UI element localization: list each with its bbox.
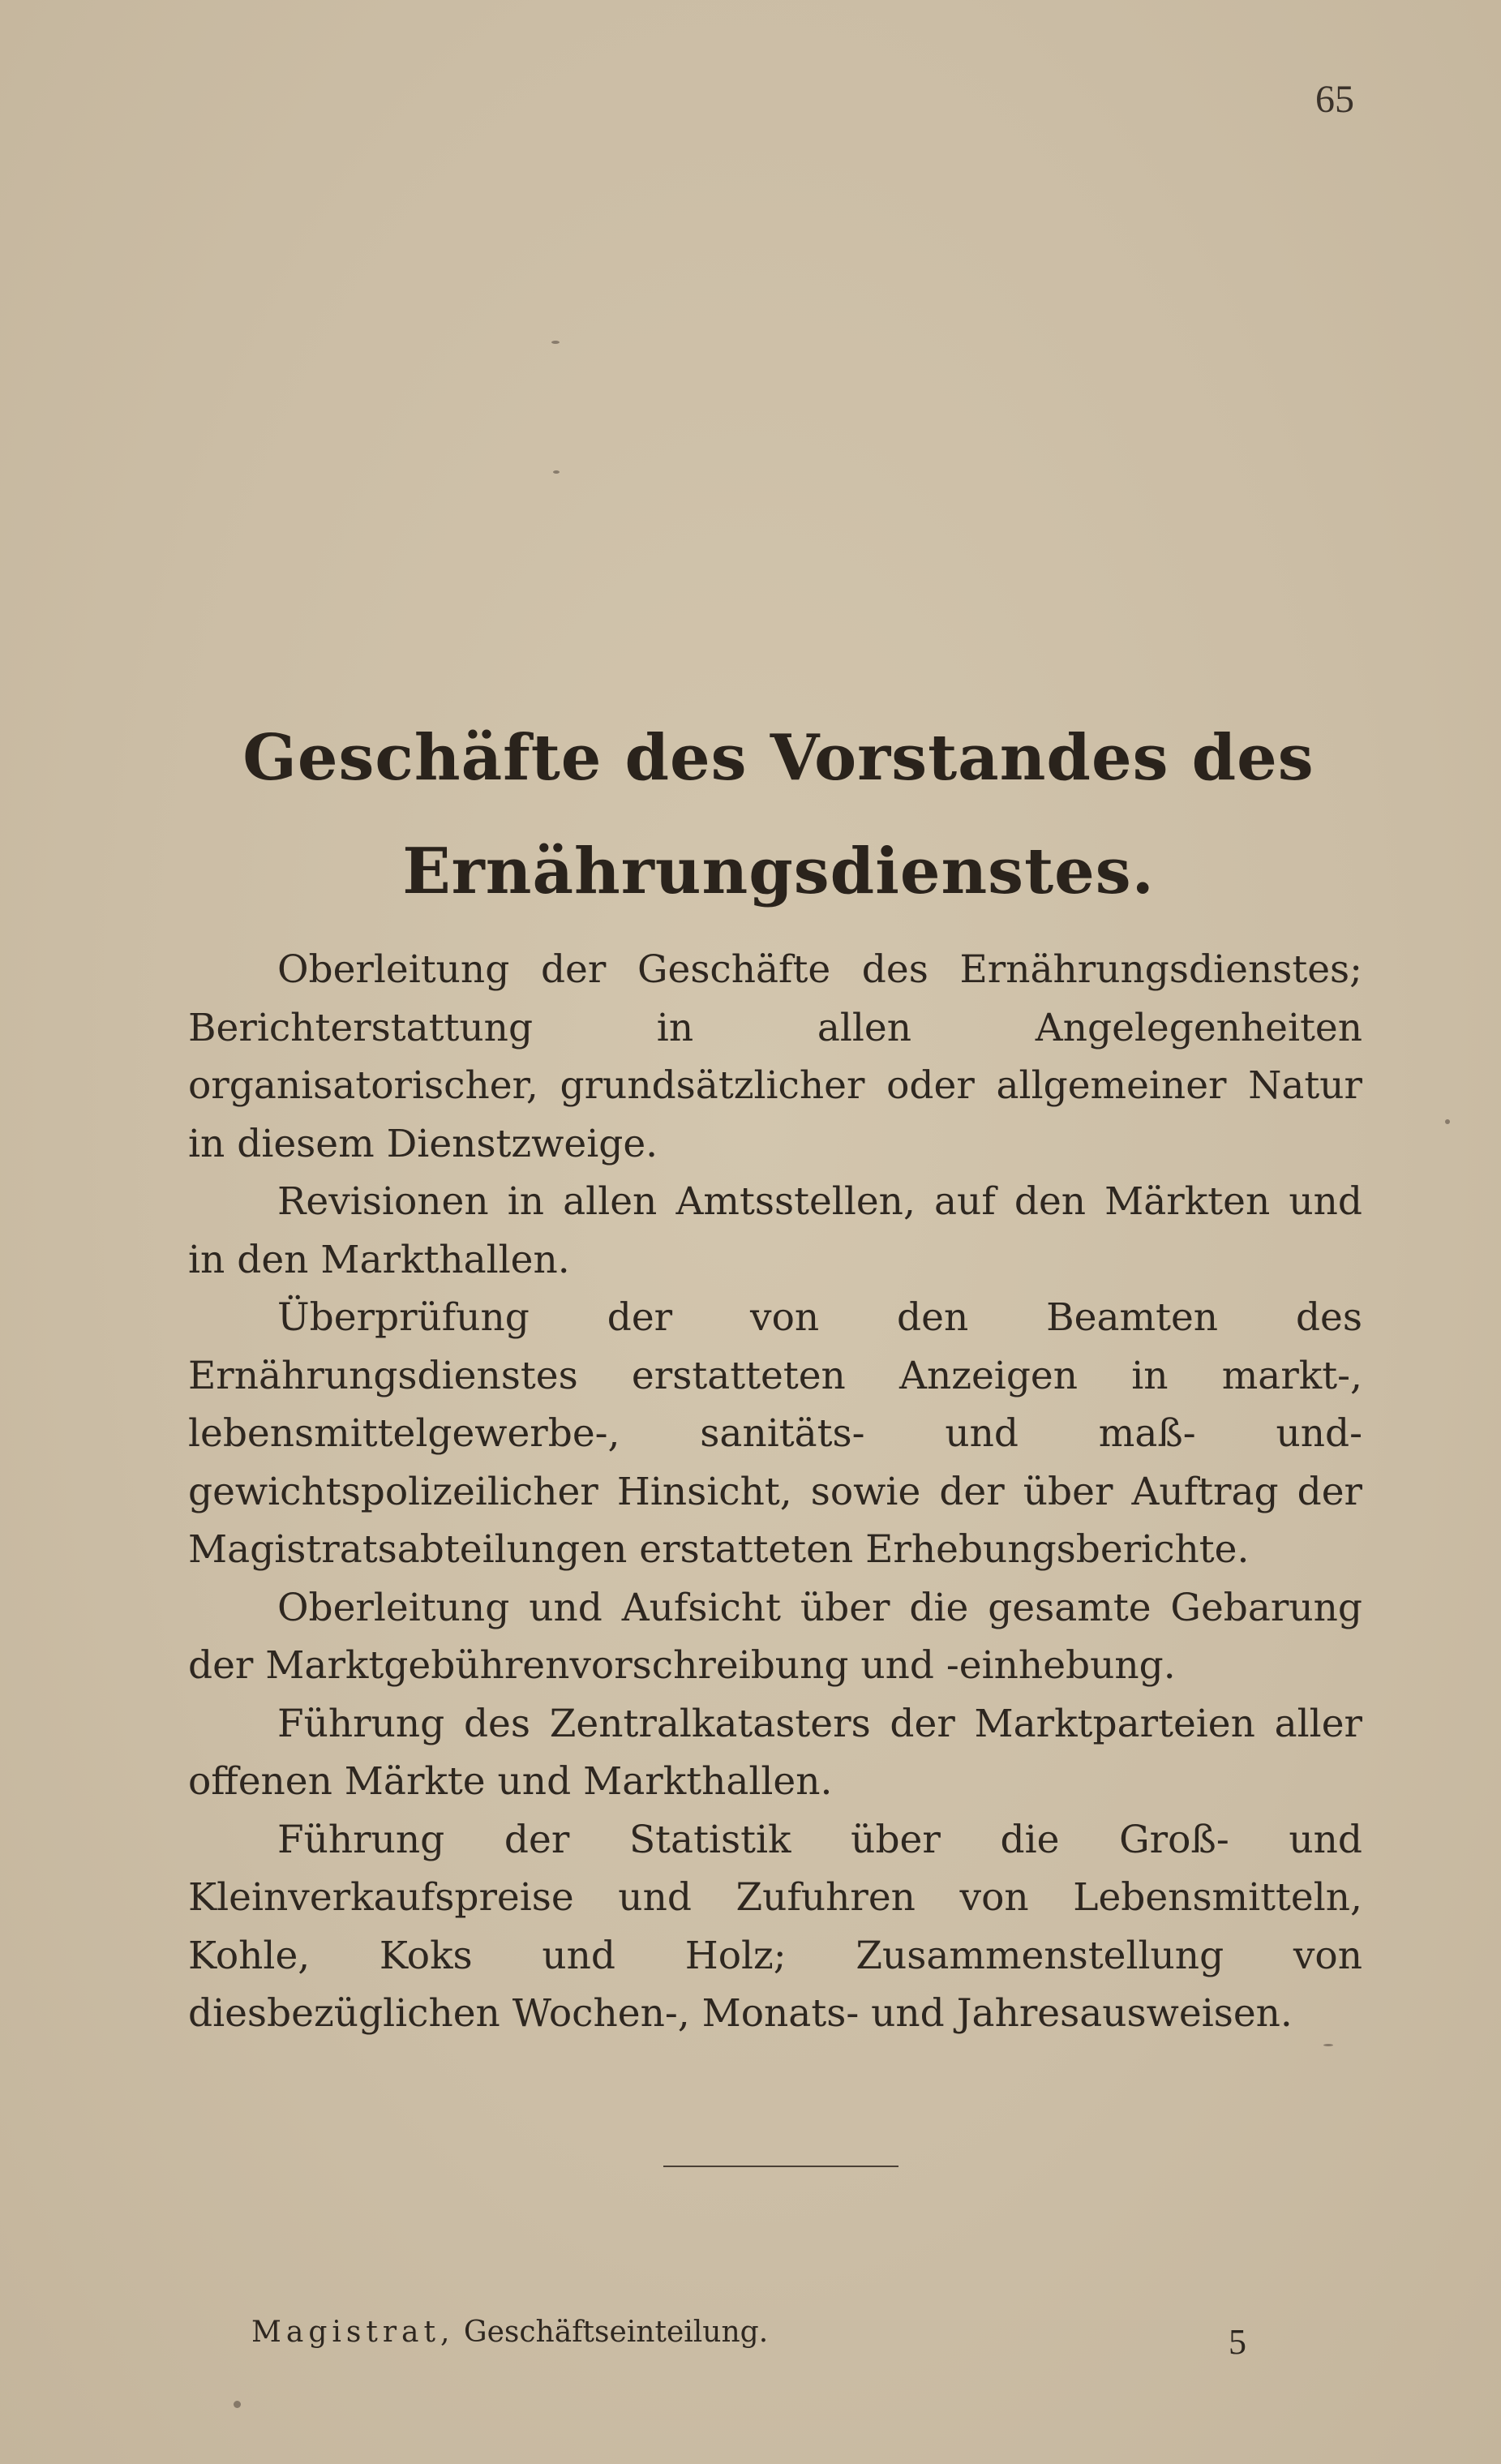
footer-imprint-publisher: Magistrat,	[251, 2316, 455, 2349]
paragraph: Oberleitung der Geschäfte des Ernährungsdienstes; Berichterstattung in allen Angelegenheiten organisatorischer, grundsätzlicher oder allgemeiner Natur in diesem Dienstzweige.	[188, 947, 1362, 1166]
paragraph: Führung des Zentralkatasters der Marktparteien aller offenen Märkte und Markthallen.	[188, 1701, 1362, 1804]
page-number: 65	[1315, 78, 1354, 121]
end-rule	[663, 2166, 898, 2167]
section-title	[162, 702, 1395, 929]
paper-speck	[1323, 2044, 1333, 2046]
signature-mark: 5	[1229, 2322, 1246, 2362]
paragraph: Revisionen in allen Amtsstellen, auf den Märkten und in den Markthallen.	[188, 1179, 1362, 1282]
section-title-line-1: Geschäfte des Vorstandes des	[242, 721, 1314, 795]
footer-imprint-title: Geschäftseinteilung.	[463, 2316, 769, 2349]
paragraph: Führung der Statistik über die Groß- und Kleinverkaufspreise und Zufuhren von Lebensmitteln, Kohle, Koks und Holz; Zusammenstellung von diesbezüglichen Wochen-, Monats- und Jahresausweisen.	[188, 1817, 1362, 2036]
paper-speck	[1445, 1119, 1450, 1124]
paper-speck	[553, 470, 560, 474]
paper-speck	[551, 341, 560, 344]
section-title-line-2: Ernährungsdienstes.	[402, 835, 1155, 908]
paper-speck	[234, 2401, 241, 2408]
paragraph: Überprüfung der von den Beamten des Ernährungsdienstes erstatteten Anzeigen in markt-, lebensmittelgewerbe-, sanitäts- und maß- und-gewichtspolizeilicher Hinsicht, sowie der über Auftrag der Magistratsabteilungen erstatteten Erhebungsberichte.	[188, 1295, 1362, 1572]
body-text	[188, 941, 1362, 2043]
paragraph: Oberleitung und Aufsicht über die gesamte Gebarung der Marktgebührenvorschreibung und -einhebung.	[188, 1585, 1362, 1688]
footer-imprint	[251, 2316, 768, 2349]
